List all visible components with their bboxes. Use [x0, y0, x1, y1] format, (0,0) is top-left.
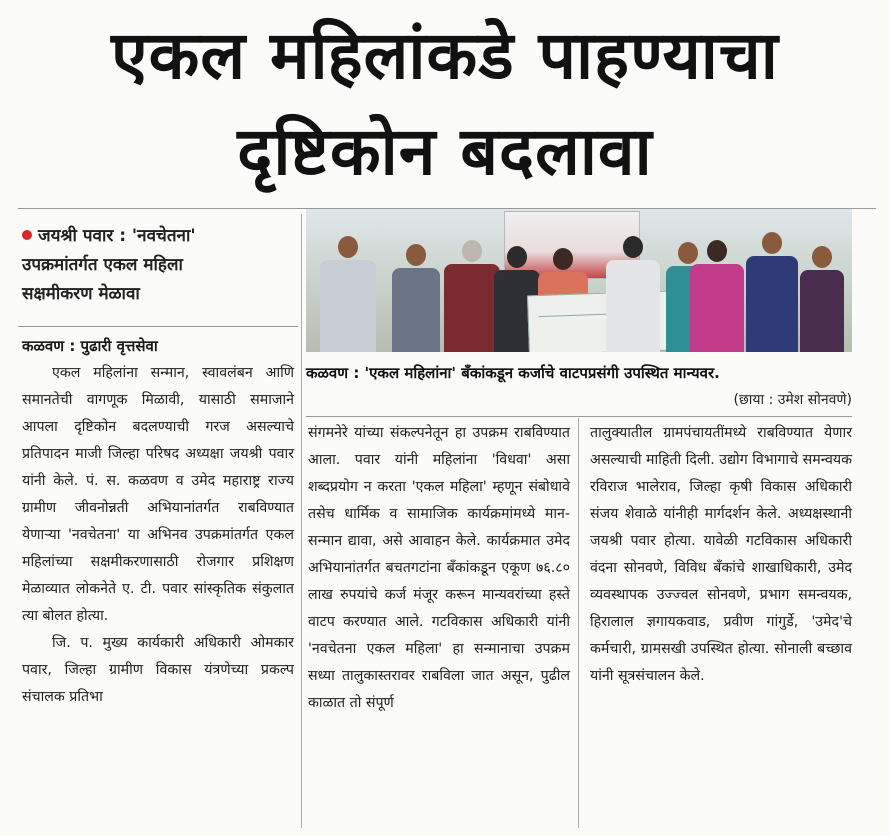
- dateline: कळवण : पुढारी वृत्तसेवा: [22, 337, 158, 355]
- photo-person: [690, 240, 744, 352]
- column-divider-1: [301, 214, 302, 828]
- bullet-icon: [22, 230, 32, 240]
- kicker-line-2: उपक्रमांतर्गत एकल महिला: [22, 255, 183, 275]
- column-2-text: संगमनेरे यांच्या संकल्पनेतून हा उपक्रम राबविण्यात आला. पवार यांनी महिलांना 'विधवा' असा शब्दप्रयोग न करता 'एकल महिला' म्हणून संबोधावे तसेच धार्मिक व सामाजिक कार्यक्रमांमध्ये मान-सन्मान द्यावा, असे आवाहन केले. कार्यक्रमात उमेद अभियानांतर्गत बचतगटांना बँकांकडून एकूण ७६.८० लाख रुपयांचे कर्ज मंजूर करून मान्यवरांच्या हस्ते वाटप करण्यात आले. गटविकास अधिकारी यांनी 'नवचेतना एकल महिला' हा सन्मानाचा उपक्रम सध्या तालुकास्तरावर राबविला जात असून, पुढील काळात तो संपूर्ण: [308, 425, 570, 711]
- photo-person: [800, 246, 844, 352]
- headline: [0, 8, 890, 200]
- photo-person: [746, 232, 798, 352]
- article-column-2: [308, 420, 570, 717]
- photo-person: [320, 236, 376, 352]
- photo-caption: कळवण : 'एकल महिलांना' बँकांकडून कर्जाचे वाटपप्रसंगी उपस्थित मान्यवर.: [306, 364, 720, 382]
- caption-rule: [306, 416, 852, 417]
- event-photo: [306, 209, 852, 352]
- column-3-text: तालुक्यातील ग्रामपंचायतींमध्ये राबविण्यात येणार असल्याची माहिती दिली. उद्योग विभागाचे समन्वयक रविराज भालेराव, जिल्हा कृषी विकास अधिकारी संजय शेवाळे यांनीही मार्गदर्शन केले. अध्यक्षस्थानी जयश्री पवार होत्या. यावेळी गटविकास अधिकारी वंदना सोनवणे, विविध बँकांचे शाखाधिकारी, उमेद व्यवस्थापक उज्ज्वल सोनवणे, प्रभाग समन्वयक, हिरालाल ज्ञगायकवाड, प्रवीण गांगुर्डे, 'उमेद'चे कर्मचारी, ग्रामसखी उपस्थित होत्या. सोनाली बच्छाव यांनी सूत्रसंचालन केले.: [590, 425, 852, 684]
- kicker-line-3: सक्षमीकरण मेळावा: [22, 284, 140, 304]
- column-1-paragraph-1: एकल महिलांना सन्मान, स्वावलंबन आणि समानतेची वागणूक मिळावी, यासाठी समाजाने आपला दृष्टिकोन बदलण्याची गरज असल्याचे प्रतिपादन माजी जिल्हा परिषद अध्यक्षा जयश्री पवार यांनी केले. पं. स. कळवण व उमेद महाराष्ट्र राज्य ग्रामीण जीवनोन्नती अभियानांतर्गत राबविण्यात येणाऱ्या 'नवचेतना' या अभिनव उपक्रमांतर्गत एकल महिलांच्या सक्षमीकरणासाठी रोजगार प्रशिक्षण मेळाव्यात लोकनेते ए. टी. पवार सांस्कृतिक संकुलात त्या बोलत होत्या.: [22, 365, 294, 624]
- article-column-3: [590, 420, 852, 690]
- photo-credit: (छाया : उमेश सोनवणे): [733, 392, 852, 408]
- headline-line-1: एकल महिलांकडे पाहण्याचा: [111, 17, 779, 94]
- kicker-line-1: जयश्री पवार : 'नवचेतना': [38, 226, 196, 246]
- article-column-1: [22, 360, 294, 711]
- column-divider-2: [578, 418, 579, 828]
- kicker-rule: [18, 326, 298, 327]
- photo-person: [606, 236, 660, 352]
- photo-person: [444, 240, 500, 352]
- photo-person: [392, 244, 440, 352]
- headline-line-2: दृष्टिकोन बदलावा: [237, 113, 653, 190]
- column-1-paragraph-2: जि. प. मुख्य कार्यकारी अधिकारी ओमकार पवार, जिल्हा ग्रामीण विकास यंत्रणेच्या प्रकल्प संचालक प्रतिभा: [22, 635, 294, 705]
- kicker: [22, 222, 294, 309]
